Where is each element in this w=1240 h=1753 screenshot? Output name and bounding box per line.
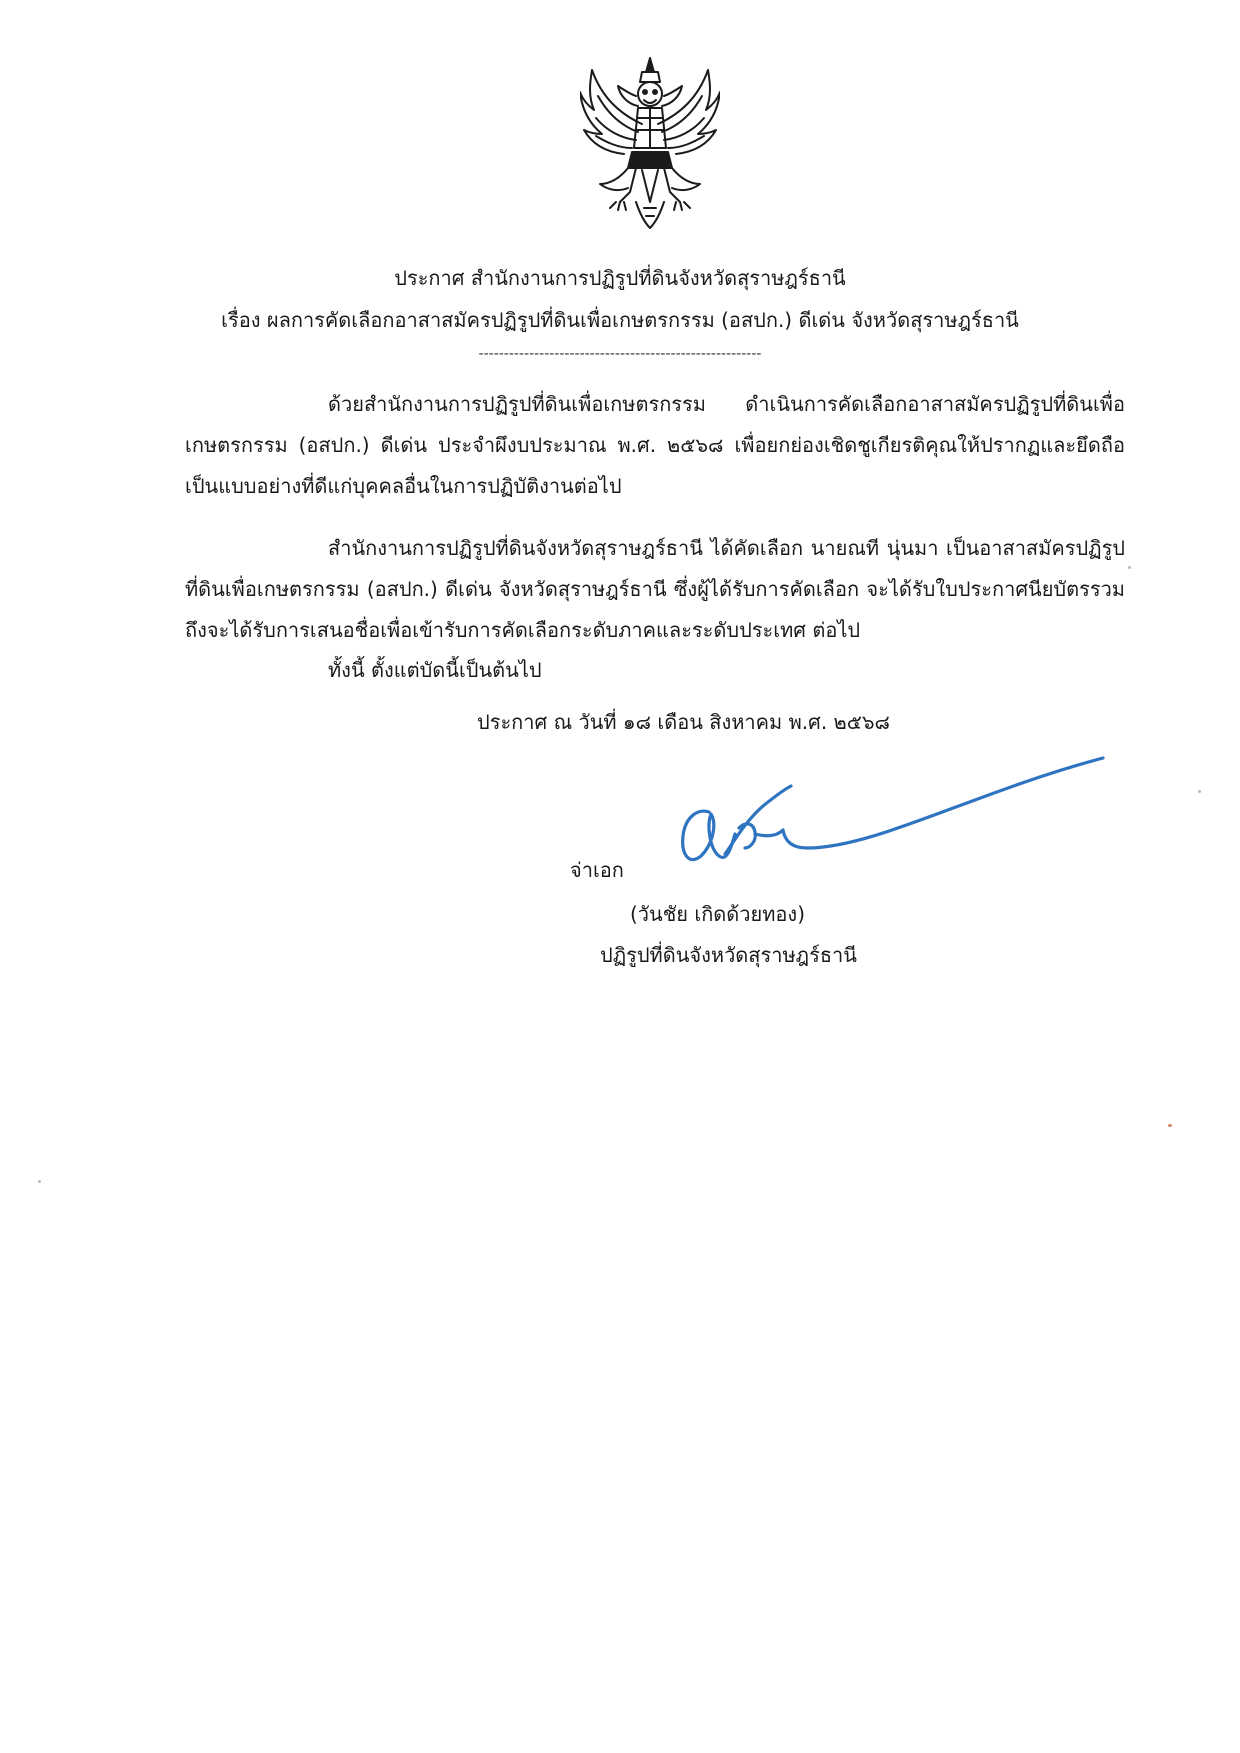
signer-name: (วันชัย เกิดด้วยทอง)	[630, 902, 805, 926]
body-paragraph-3: ทั้งนี้ ตั้งแต่บัดนี้เป็นต้นไป	[328, 658, 542, 682]
scan-speck	[1128, 566, 1131, 569]
body-paragraph-2: สำนักงานการปฏิรูปที่ดินจังหวัดสุราษฎร์ธานี ได้คัดเลือก นายณที นุ่นมา เป็นอาสาสมัครปฏิรูปที่ดินเพื่อเกษตรกรรม (อสปก.) ดีเด่น จังหวัดสุราษฎร์ธานี ซึ่งผู้ได้รับการคัดเลือก จะได้รับใบประกาศนียบัตรรวมถึงจะได้รับการเสนอชื่อเพื่อเข้ารับการคัดเลือกระดับภาคและระดับประเทศ ต่อไป	[185, 536, 1125, 642]
scan-speck	[1198, 790, 1201, 793]
body-paragraph-1: ด้วยสำนักงานการปฏิรูปที่ดินเพื่อเกษตรกรรม ดำเนินการคัดเลือกอาสาสมัครปฏิรูปที่ดินเพื่อเกษตรกรรม (อสปก.) ดีเด่น ประจำผึงบประมาณ พ.ศ. ๒๕๖๘ เพื่อยกย่องเชิดชูเกียรติคุณให้ปรากฏและยึดถือเป็นแบบอย่างที่ดีแก่บุคคลอื่นในการปฏิบัติงานต่อไป	[185, 392, 1125, 498]
announcement-date: ประกาศ ณ วันที่ ๑๘ เดือน สิงหาคม พ.ศ. ๒๕๖๘	[477, 710, 890, 734]
signer-title: ปฏิรูปที่ดินจังหวัดสุราษฎร์ธานี	[600, 943, 857, 967]
scan-speck	[1168, 1124, 1172, 1127]
divider-rule: --------------------------------------------------------	[478, 346, 762, 362]
announcement-title: ประกาศ สำนักงานการปฏิรูปที่ดินจังหวัดสุราษฎร์ธานี	[394, 266, 846, 290]
scan-speck	[38, 1180, 41, 1183]
garuda-emblem-icon	[580, 52, 720, 230]
announcement-subject: เรื่อง ผลการคัดเลือกอาสาสมัครปฏิรูปที่ดินเพื่อเกษตรกรรม (อสปก.) ดีเด่น จังหวัดสุราษฎร์ธานี	[221, 308, 1019, 332]
signer-rank: จ่าเอก	[570, 858, 624, 882]
handwritten-signature	[675, 752, 1115, 912]
